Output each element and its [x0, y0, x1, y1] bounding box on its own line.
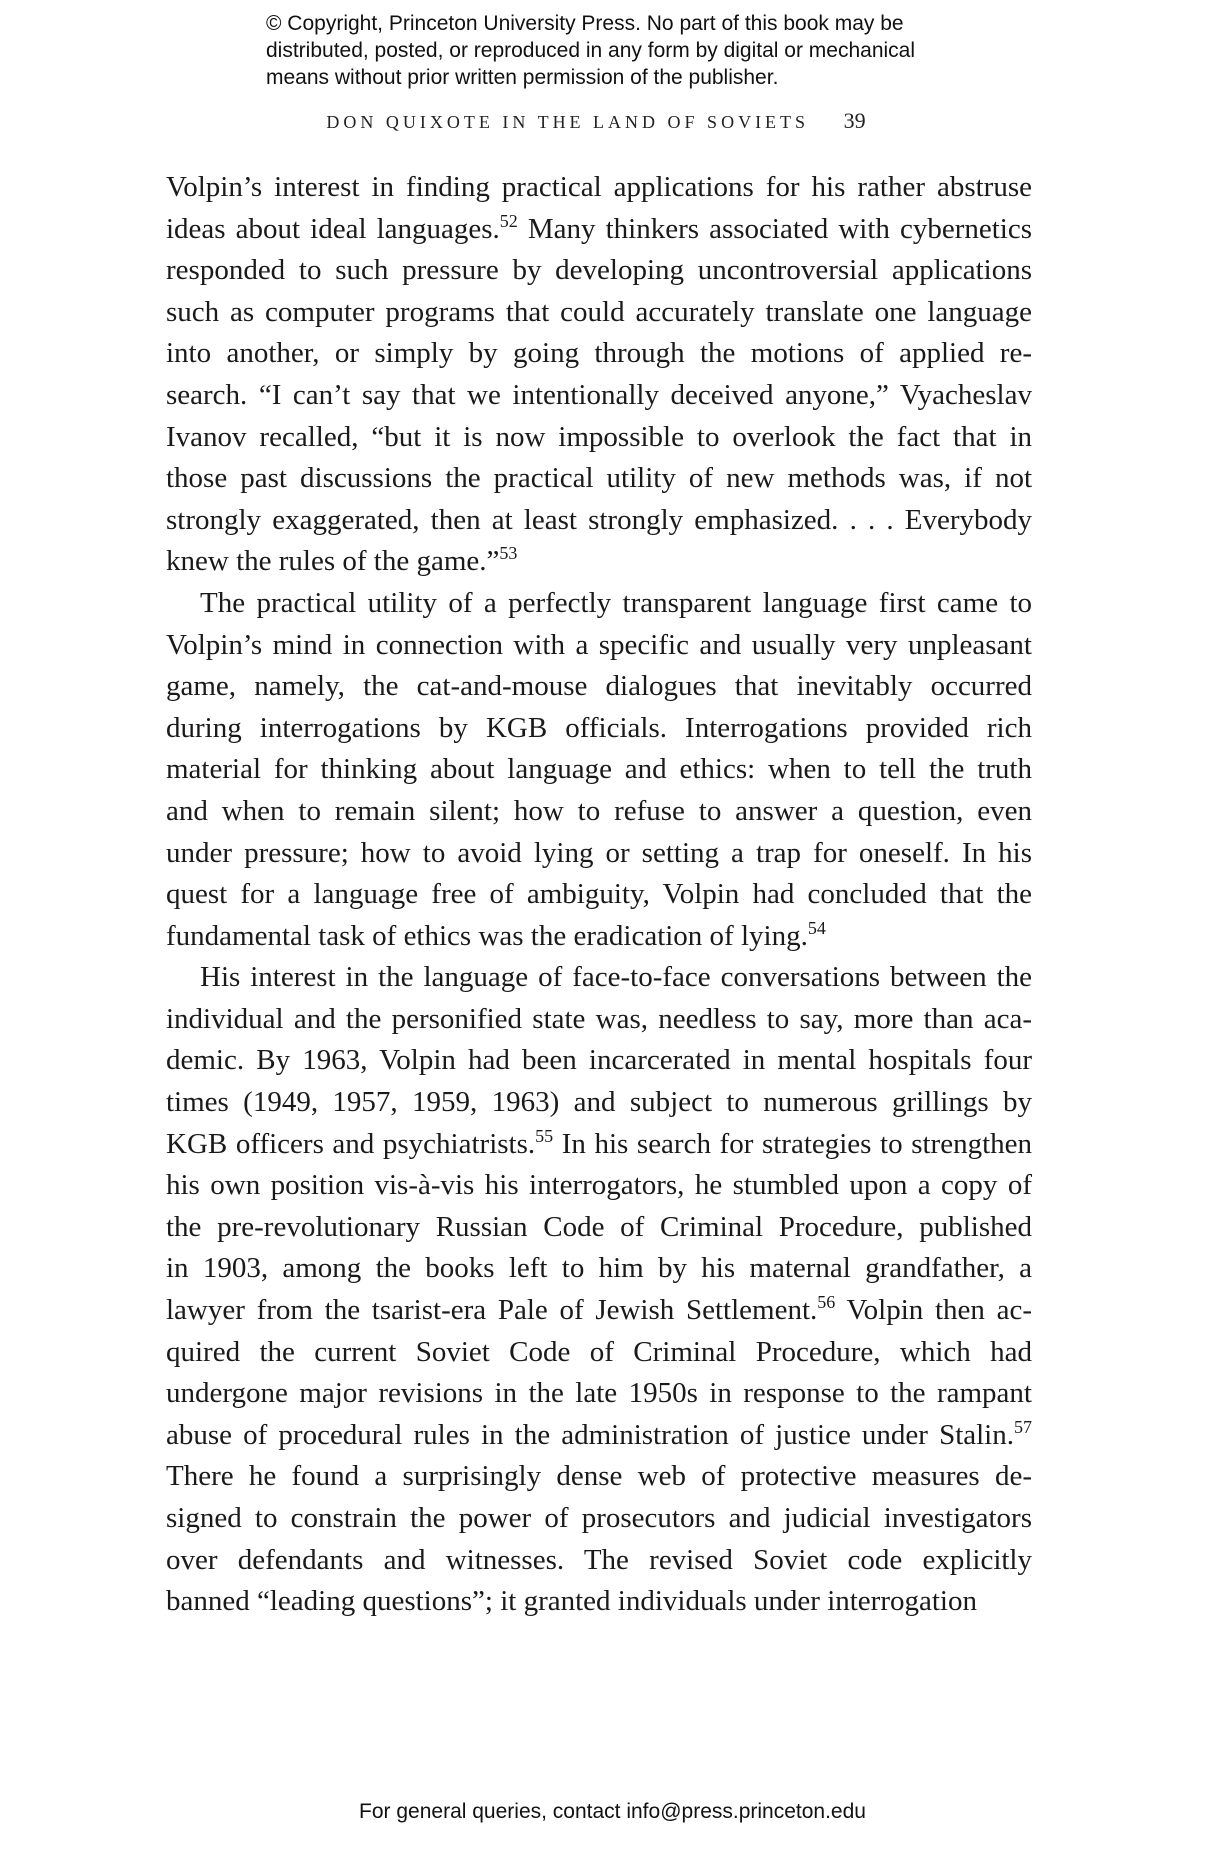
- text-segment: Many thinkers associated with cybernetics: [517, 212, 1032, 245]
- text-segment: Ivanov recalled, “but it is now impossible to overlook the fact that in: [166, 420, 1032, 453]
- page-number: 39: [843, 108, 866, 133]
- text-line: [166, 1248, 1032, 1290]
- text-line: [166, 1332, 1032, 1374]
- text-segment: times (1949, 1957, 1959, 1963) and subject to numerous grillings by: [166, 1086, 1032, 1119]
- text-segment: Volpin then ac-: [835, 1294, 1032, 1327]
- text-segment: quest for a language free of ambiguity, Volpin had concluded that the: [166, 878, 1032, 911]
- text-segment: KGB officers and psychiatrists.: [166, 1127, 536, 1160]
- footer-contact: For general queries, contact info@press.princeton.edu: [359, 1800, 866, 1823]
- footnote-marker: 54: [807, 917, 826, 938]
- copyright-notice: [266, 10, 1026, 91]
- text-segment: Volpin’s mind in connection with a specific and usually very unpleasant: [166, 628, 1032, 661]
- text-line: [166, 708, 1032, 750]
- text-segment: lawyer from the tsarist-era Pale of Jewish Settlement.: [166, 1294, 818, 1327]
- text-line: [166, 1581, 1032, 1623]
- text-line: [166, 999, 1032, 1041]
- text-line: [166, 1415, 1032, 1457]
- text-segment: over defendants and witnesses. The revised Soviet code explicitly: [166, 1543, 1032, 1576]
- text-line: [166, 458, 1032, 500]
- text-line: [166, 1498, 1032, 1540]
- text-segment: strongly exaggerated, then at least strongly emphasized. . . . Everybody: [166, 503, 1032, 536]
- text-segment: game, namely, the cat-and-mouse dialogues that inevitably occurred: [166, 670, 1032, 703]
- text-line: [166, 1040, 1032, 1082]
- paragraph: [166, 957, 1032, 1623]
- text-segment: undergone major revisions in the late 1950s in response to the rampant: [166, 1377, 1032, 1410]
- text-segment: search. “I can’t say that we intentionally deceived anyone,” Vyacheslav: [166, 378, 1032, 411]
- copyright-line: distributed, posted, or reproduced in any form by digital or mechanical: [266, 39, 916, 62]
- text-segment: during interrogations by KGB officials. Interrogations provided rich: [166, 711, 1032, 744]
- text-line: [166, 1373, 1032, 1415]
- running-head-title: DON QUIXOTE IN THE LAND OF SOVIETS: [326, 112, 810, 132]
- text-segment: abuse of procedural rules in the administration of justice under Stalin.: [166, 1418, 1014, 1451]
- text-line: [166, 833, 1032, 875]
- text-line: [166, 333, 1032, 375]
- text-segment: signed to constrain the power of prosecutors and judicial investigators: [166, 1502, 1032, 1534]
- footnote-marker: 52: [499, 210, 518, 231]
- text-line: [166, 625, 1032, 667]
- text-segment: his own position vis-à-vis his interrogators, he stumbled upon a copy of: [166, 1169, 1032, 1202]
- text-line: [166, 749, 1032, 791]
- text-segment: quired the current Soviet Code of Criminal Procedure, which had: [166, 1335, 1032, 1368]
- text-line: [166, 1456, 1032, 1498]
- text-line: [166, 500, 1032, 542]
- text-line: [166, 666, 1032, 708]
- text-segment: His interest in the language of face-to-face conversations between the: [200, 961, 1032, 994]
- text-line: [166, 1540, 1032, 1582]
- text-segment: Volpin’s interest in finding practical applications for his rather abstruse: [166, 171, 1032, 203]
- paragraph: [166, 167, 1032, 583]
- footnote-marker: 53: [499, 543, 518, 564]
- text-line: [166, 292, 1032, 334]
- text-segment: into another, or simply by going through the motions of applied re-: [166, 337, 1032, 370]
- text-segment: individual and the personified state was, needless to say, more than aca-: [166, 1002, 1032, 1035]
- text-line: [166, 250, 1032, 292]
- footnote-marker: 57: [1014, 1416, 1032, 1437]
- copyright-line: means without prior written permission of the publisher.: [266, 66, 779, 89]
- text-line: [166, 957, 1032, 999]
- text-segment: The practical utility of a perfectly transparent language first came to: [200, 586, 1032, 619]
- text-segment: fundamental task of ethics was the eradication of lying.: [166, 919, 808, 952]
- text-line: [166, 541, 1032, 583]
- text-segment: those past discussions the practical utility of new methods was, if not: [166, 462, 1032, 495]
- copyright-line: © Copyright, Princeton University Press. No part of this book may be: [266, 12, 904, 35]
- footnote-marker: 56: [817, 1292, 836, 1313]
- text-line: [166, 209, 1032, 251]
- text-segment: and when to remain silent; how to refuse to answer a question, even: [166, 794, 1032, 827]
- text-line: [166, 167, 1032, 209]
- paragraph: [166, 583, 1032, 957]
- text-segment: demic. By 1963, Volpin had been incarcerated in mental hospitals four: [166, 1044, 1032, 1077]
- text-segment: under pressure; how to avoid lying or setting a trap for oneself. In his: [166, 836, 1032, 869]
- text-line: [166, 1207, 1032, 1249]
- text-line: [166, 375, 1032, 417]
- text-segment: such as computer programs that could accurately translate one language: [166, 295, 1032, 328]
- text-line: [166, 1290, 1032, 1332]
- text-line: [166, 583, 1032, 625]
- text-line: [166, 916, 1032, 958]
- text-line: [166, 1124, 1032, 1166]
- text-segment: knew the rules of the game.”: [166, 545, 500, 578]
- text-segment: material for thinking about language and ethics: when to tell the truth: [166, 753, 1032, 786]
- text-segment: in 1903, among the books left to him by his maternal grandfather, a: [166, 1252, 1032, 1285]
- text-segment: There he found a surprisingly dense web of protective measures de-: [166, 1460, 1032, 1493]
- text-line: [166, 1165, 1032, 1207]
- text-segment: ideas about ideal languages.: [166, 212, 500, 245]
- text-segment: In his search for strategies to strengthen: [553, 1127, 1032, 1160]
- running-head: [166, 108, 1026, 134]
- text-line: [166, 791, 1032, 833]
- text-segment: the pre-revolutionary Russian Code of Criminal Procedure, published: [166, 1210, 1032, 1243]
- footnote-marker: 55: [535, 1125, 554, 1146]
- text-line: [166, 1082, 1032, 1124]
- text-line: [166, 874, 1032, 916]
- text-segment: banned “leading questions”; it granted individuals under interrogation: [166, 1585, 977, 1618]
- body-text: [166, 167, 1032, 1623]
- text-line: [166, 417, 1032, 459]
- text-segment: responded to such pressure by developing uncontroversial applications: [166, 254, 1032, 287]
